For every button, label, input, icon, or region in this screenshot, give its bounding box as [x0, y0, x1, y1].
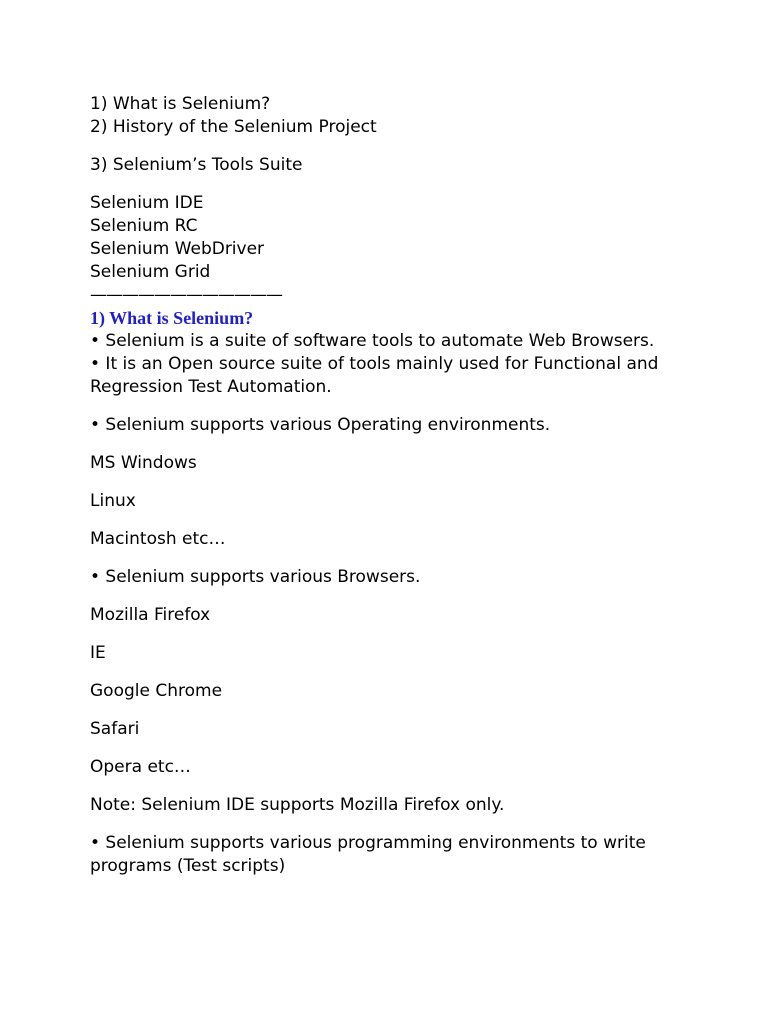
document-page [90, 93, 730, 878]
bullet-open-source: • It is an Open source suite of tools mainly used for Functional and Regression Test Automation. [90, 354, 659, 397]
os-item-linux: Linux [90, 491, 136, 511]
tool-item-rc: Selenium RC [90, 216, 198, 236]
toc-item-2: 2) History of the Selenium Project [90, 117, 377, 137]
browser-item-chrome: Google Chrome [90, 681, 223, 701]
browser-item-ie: IE [90, 643, 106, 663]
note-text: Note: Selenium IDE supports Mozilla Firefox only. [90, 795, 505, 815]
toc-item-1: 1) What is Selenium? [90, 94, 271, 114]
browser-item-firefox: Mozilla Firefox [90, 605, 211, 625]
bullet-browsers: • Selenium supports various Browsers. [90, 567, 421, 587]
tools-list [90, 192, 730, 307]
browser-item-opera: Opera etc… [90, 757, 191, 777]
bullet-suite: • Selenium is a suite of software tools to automate Web Browsers. [90, 331, 655, 351]
bullet-os: • Selenium supports various Operating environments. [90, 415, 551, 435]
os-item-windows: MS Windows [90, 453, 197, 473]
os-item-mac: Macintosh etc… [90, 529, 226, 549]
tool-item-webdriver: Selenium WebDriver [90, 239, 265, 259]
section-heading: 1) What is Selenium? [90, 308, 254, 328]
toc-item-3: 3) Selenium’s Tools Suite [90, 155, 303, 175]
divider-line: ———————————— [90, 285, 282, 305]
tool-item-grid: Selenium Grid [90, 262, 211, 282]
browser-item-safari: Safari [90, 719, 140, 739]
tool-item-ide: Selenium IDE [90, 193, 204, 213]
bullet-programming: • Selenium supports various programming environments to write programs (Test scripts) [90, 833, 646, 876]
